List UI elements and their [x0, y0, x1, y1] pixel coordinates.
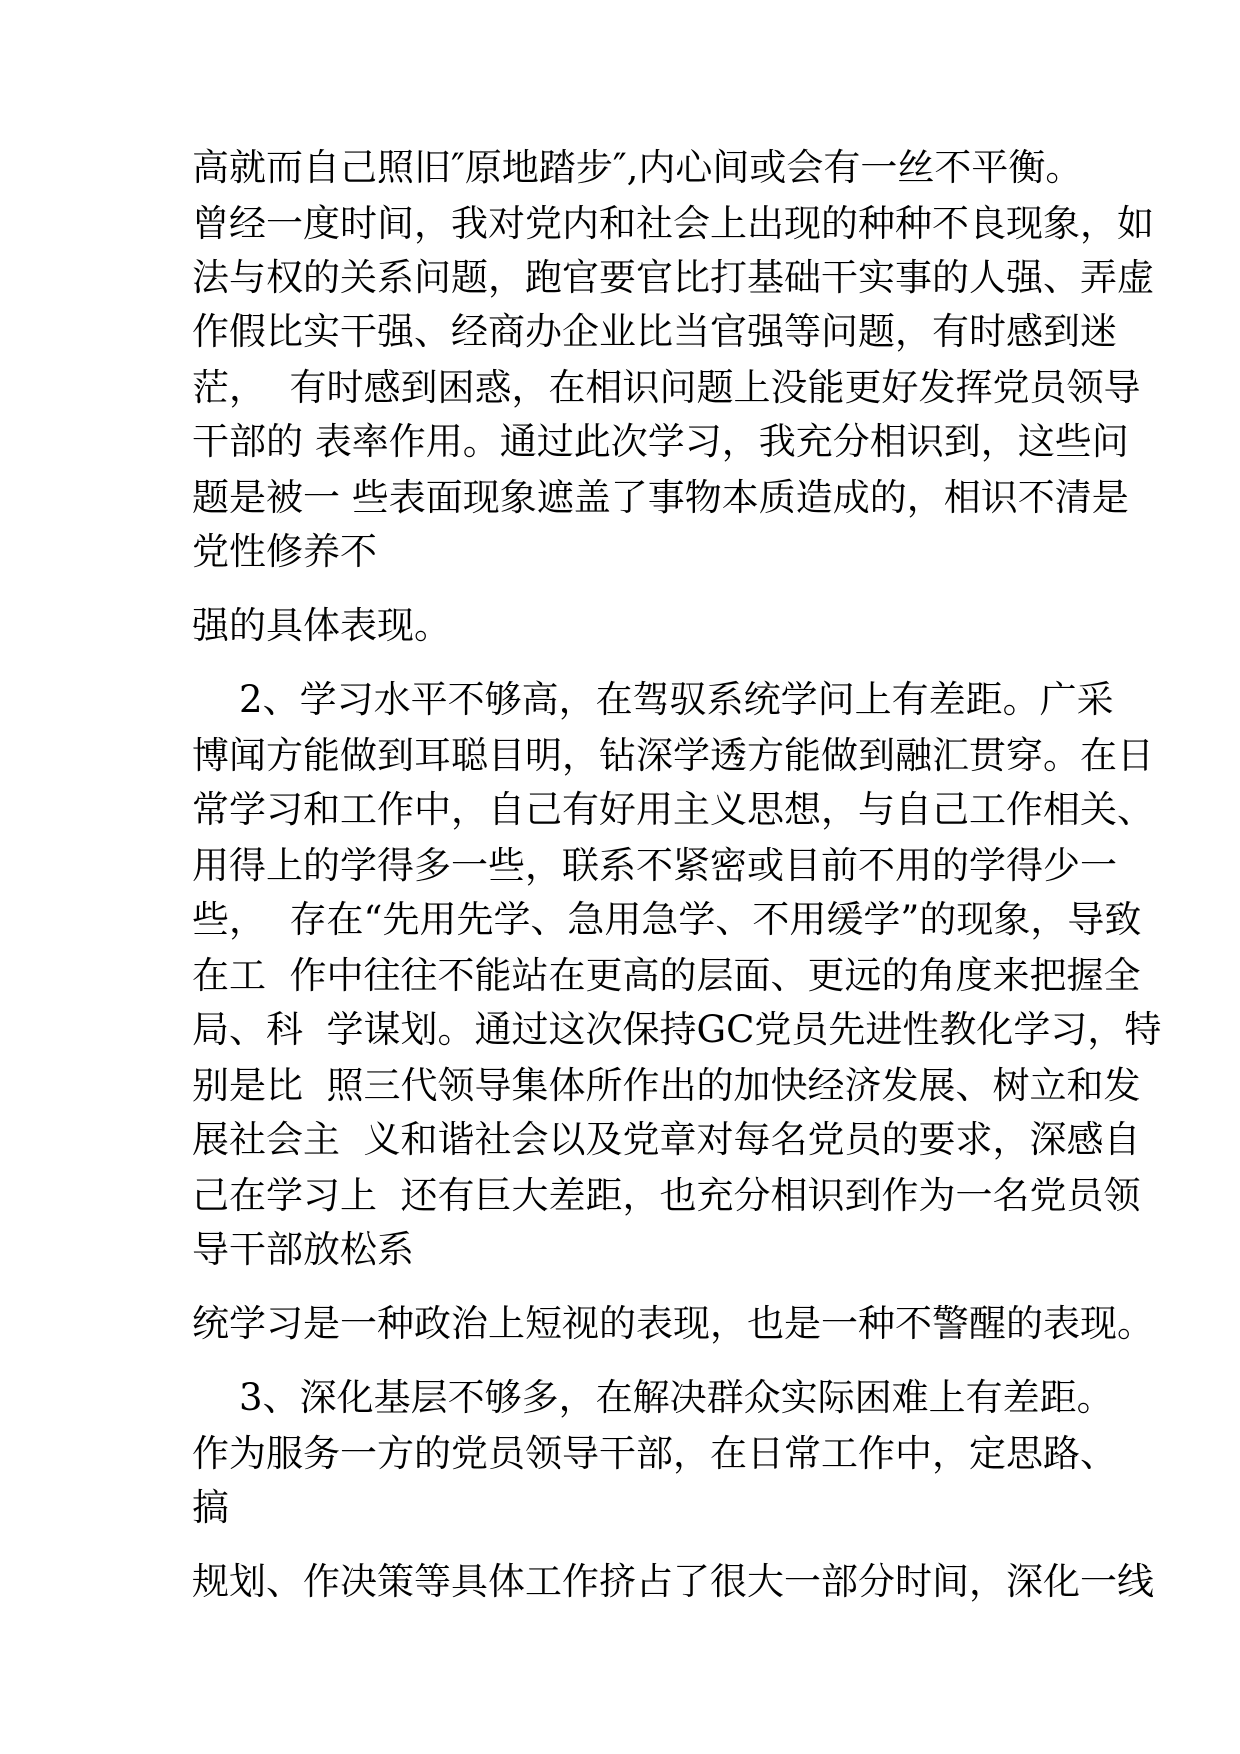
text-line: 3、深化基层不够多，在解决群众实际困难上有差距。 [192, 1376, 1114, 1419]
text-line: 题是被一 些表面现象遮盖了事物本质造成的，相识不清是 [192, 476, 1129, 519]
text-line: 作假比实干强、经商办企业比当官强等问题，有时感到迷 [192, 310, 1117, 353]
text-line: 博闻方能做到耳聪目明，钻深学透方能做到融汇贯穿。在日 [192, 734, 1154, 777]
text-line: 党性修养不 [192, 530, 377, 573]
text-line: 展社会主 义和谐社会以及党章对每名党员的要求，深感自 [192, 1118, 1141, 1161]
text-line: 导干部放松系 [192, 1228, 414, 1271]
text-line: 规划、作决策等具体工作挤占了很大一部分时间，深化一线 [192, 1560, 1154, 1603]
text-line: 2、学习水平不够高，在驾驭系统学问上有差距。广采 [192, 678, 1114, 721]
text-line: 曾经一度时间，我对党内和社会上出现的种种不良现象，如 [192, 202, 1154, 245]
text-line: 别是比 照三代领导集体所作出的加快经济发展、树立和发 [192, 1064, 1141, 1107]
text-line: 高就而自己照旧″原地踏步″,内心间或会有一丝不平衡。 [192, 146, 1083, 189]
text-line: 用得上的学得多一些，联系不紧密或目前不用的学得少一 [192, 844, 1117, 887]
text-line: 己在学习上 还有巨大差距，也充分相识到作为一名党员领 [192, 1174, 1141, 1217]
text-line: 统学习是一种政治上短视的表现，也是一种不警醒的表现。 [192, 1302, 1154, 1345]
text-line: 强的具体表现。 [192, 604, 451, 647]
text-line: 法与权的关系问题，跑官要官比打基础干实事的人强、弄虚 [192, 256, 1154, 299]
text-line: 些， 存在“先用先学、急用急学、不用缓学”的现象，导致 [192, 898, 1142, 941]
text-line: 局、科 学谋划。通过这次保持GC党员先进性教化学习，特 [192, 1008, 1162, 1051]
text-line: 常学习和工作中，自己有好用主义思想，与自己工作相关、 [192, 788, 1154, 831]
text-line: 干部的 表率作用。通过此次学习，我充分相识到，这些问 [192, 420, 1129, 463]
text-line: 在工 作中往往不能站在更高的层面、更远的角度来把握全 [192, 954, 1141, 997]
text-line: 搞 [192, 1486, 229, 1529]
text-line: 茫， 有时感到困惑，在相识问题上没能更好发挥党员领导 [192, 366, 1141, 409]
text-line: 作为服务一方的党员领导干部，在日常工作中，定思路、 [192, 1432, 1117, 1475]
